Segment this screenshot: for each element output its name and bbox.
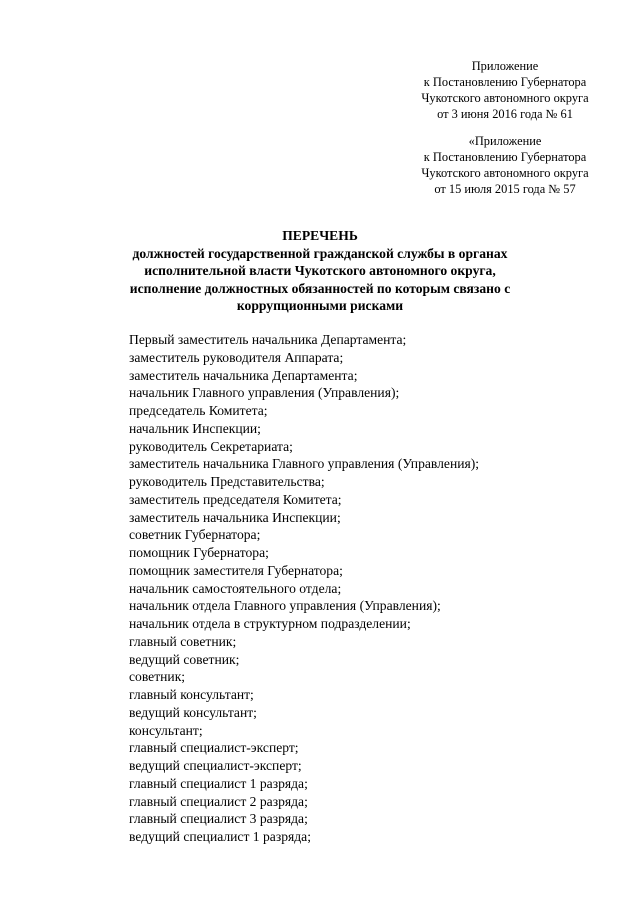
list-item: заместитель начальника Инспекции; bbox=[129, 509, 341, 525]
list-item: начальник Инспекции; bbox=[129, 420, 261, 436]
list-item: начальник самостоятельного отдела; bbox=[129, 580, 342, 596]
list-item: ведущий специалист 1 разряда; bbox=[129, 829, 311, 844]
list-item: Первый заместитель начальника Департамента; bbox=[129, 332, 407, 347]
title-heading: ПЕРЕЧЕНЬ bbox=[282, 228, 358, 243]
appendix-line: Чукотского автономного округа bbox=[421, 91, 589, 105]
list-item: помощник Губернатора; bbox=[129, 545, 269, 560]
list-item: заместитель руководителя Аппарата; bbox=[129, 349, 344, 365]
list-item: главный специалист 2 разряда; bbox=[129, 793, 308, 809]
list-item: заместитель начальника Главного управления (Управления); bbox=[129, 456, 480, 472]
appendix-header-previous bbox=[385, 133, 625, 197]
list-item: заместитель председателя Комитета; bbox=[129, 491, 342, 507]
list-item: советник; bbox=[129, 669, 186, 685]
appendix-header-current bbox=[385, 58, 625, 122]
list-item: советник Губернатора; bbox=[129, 527, 261, 543]
title-subtitle-line: исполнение должностных обязанностей по которым связано с bbox=[129, 280, 511, 296]
list-item: начальник отдела в структурном подразделении; bbox=[129, 616, 411, 631]
document-title bbox=[110, 227, 530, 315]
appendix-line: «Приложение bbox=[468, 134, 542, 148]
list-item: ведущий советник; bbox=[129, 651, 240, 667]
list-item: ведущий специалист-эксперт; bbox=[129, 758, 302, 773]
title-subtitle-line: должностей государственной гражданской службы в органах bbox=[132, 245, 508, 261]
list-item: консультант; bbox=[129, 722, 203, 738]
list-item: заместитель начальника Департамента; bbox=[129, 367, 358, 383]
appendix-line: к Постановлению Губернатора bbox=[423, 150, 587, 164]
list-item: начальник Главного управления (Управления); bbox=[129, 385, 400, 401]
title-subtitle-line: коррупционными рисками bbox=[236, 298, 404, 313]
appendix-line: Чукотского автономного округа bbox=[421, 166, 589, 180]
list-item: главный советник; bbox=[129, 633, 237, 649]
appendix-line: от 15 июля 2015 года № 57 bbox=[434, 182, 576, 196]
list-item: помощник заместителя Губернатора; bbox=[129, 562, 343, 578]
list-item: главный специалист-эксперт; bbox=[129, 740, 299, 756]
title-subtitle-line: исполнительной власти Чукотского автономного округа, bbox=[144, 263, 496, 278]
list-item: руководитель Представительства; bbox=[129, 474, 325, 489]
list-item: главный консультант; bbox=[129, 687, 254, 702]
appendix-line: от 3 июня 2016 года № 61 bbox=[437, 107, 573, 121]
list-item: руководитель Секретариата; bbox=[129, 438, 293, 454]
list-item: главный специалист 1 разряда; bbox=[129, 775, 308, 791]
list-item: главный специалист 3 разряда; bbox=[129, 811, 308, 827]
list-item: начальник отдела Главного управления (Управления); bbox=[129, 598, 441, 614]
appendix-line: к Постановлению Губернатора bbox=[423, 75, 587, 89]
positions-list bbox=[129, 331, 609, 846]
appendix-line: Приложение bbox=[471, 59, 539, 73]
list-item: председатель Комитета; bbox=[129, 403, 268, 418]
list-item: ведущий консультант; bbox=[129, 704, 257, 720]
